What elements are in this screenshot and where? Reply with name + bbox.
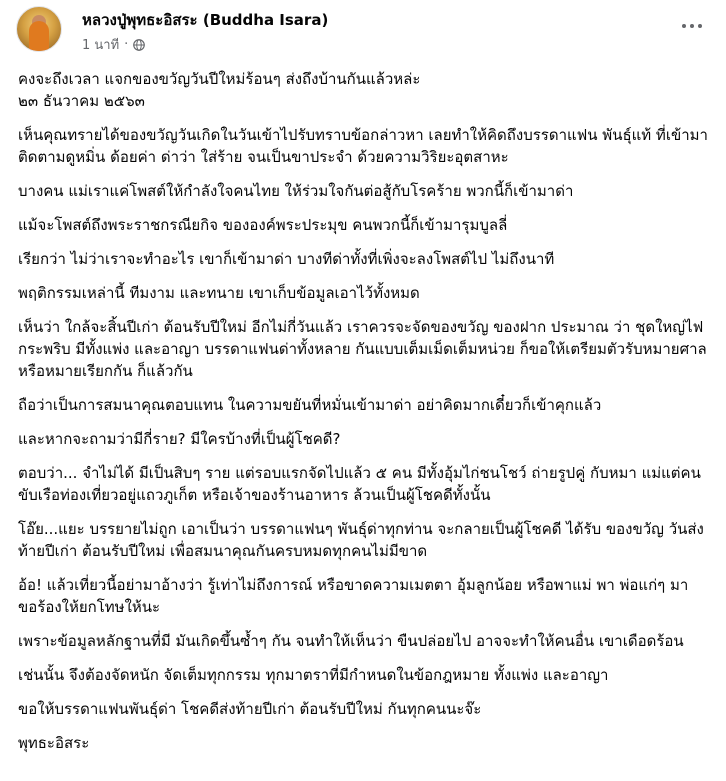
post-paragraph: แม้จะโพสต์ถึงพระราชกรณียกิจ ขององค์พระประมุข คนพวกนี้ก็เข้ามารุมบูลลี่ [18, 216, 508, 234]
post-paragraph: คงจะถึงเวลา แจกของขวัญวันปีใหม่ร้อนๆ ส่งถึงบ้านกันแล้วหล่ะ ๒๓ ธันวาคม ๒๕๖๓ [18, 70, 421, 110]
post-paragraph: เห็นว่า ใกล้จะสิ้นปีเก่า ต้อนรับปีใหม่ อีกไม่กี่วันแล้ว เราควรจะจัดของขวัญ ของฝาก ประมาณ ว่า ชุดใหญ่ไฟกระพริบ มีทั้งแพ่ง และอาญา บรรดาแฟนด่าทั้งหลาย กันแบบเต็มเม็ดเต็มหน่วย ก็ขอให้เตรียมตัวรับหมายศาล หรือหมายเรียกกัน ก็แล้วกัน [18, 318, 707, 380]
post-time[interactable]: 1 นาที [82, 38, 120, 53]
post-paragraph: บางคน แม่เราแค่โพสต์ให้กำลังใจคนไทย ให้ร่วมใจกันต่อสู้กับโรคร้าย พวกนี้ก็เข้ามาด่า [18, 182, 574, 200]
author-name[interactable]: หลวงปู่พุทธะอิสระ (Buddha Isara) [82, 11, 329, 29]
post-paragraph: ถือว่าเป็นการสมนาคุณตอบแทน ในความขยันที่หมั่นเข้ามาด่า อย่าคิดมากเดี๋ยวก็เข้าคุกแล้ว [18, 396, 602, 414]
author-avatar[interactable] [16, 6, 62, 52]
post-paragraph: และหากจะถามว่ามีกี่ราย? มีใครบ้างที่เป็นผู้โชคดี? [18, 430, 341, 448]
post-meta [82, 34, 145, 55]
post-paragraph: อ้อ! แล้วเที่ยวนี้อย่ามาอ้างว่า รู้เท่าไม่ถึงการณ์ หรือขาดความเมตตา อุ้มลูกน้อย หรือพาแม่ พา พ่อแก่ๆ มาขอร้องให้ยกโทษให้นะ [18, 576, 689, 616]
globe-icon[interactable] [133, 39, 145, 51]
more-dot [690, 24, 694, 28]
post-header [12, 6, 712, 60]
more-dot [682, 24, 686, 28]
post-paragraph: เรียกว่า ไม่ว่าเราจะทำอะไร เขาก็เข้ามาด่า บางทีด่าทั้งที่เพิ่งจะลงโพสต์ไป ไม่ถึงนาที [18, 250, 555, 268]
post-paragraph: เห็นคุณทรายได้ของขวัญวันเกิดในวันเข้าไปรับทราบข้อกล่าวหา เลยทำให้คิดถึงบรรดาแฟน พันธุ์แท้ ที่เข้ามาติดตามดูหมิ่น ด้อยค่า ด่าว่า ใส่ร้าย จนเป็นขาประจำ ด้วยความวิริยะอุตสาหะ [18, 126, 708, 166]
more-options-icon[interactable] [674, 8, 710, 44]
meta-separator: · [124, 37, 129, 52]
avatar-robe-shape [29, 21, 49, 51]
post-paragraph: เช่นนั้น จึงต้องจัดหนัก จัดเต็มทุกกรรม ทุกมาตราที่มีกำหนดในข้อกฎหมาย ทั้งแพ่ง และอาญา [18, 666, 609, 684]
post-paragraph: เพราะข้อมูลหลักฐานที่มี มันเกิดขึ้นซ้ำๆ กัน จนทำให้เห็นว่า ขืนปล่อยไป อาจจะทำให้คนอื่น เขาเดือดร้อน [18, 632, 684, 650]
post-paragraph: โอ๊ย...แยะ บรรยายไม่ถูก เอาเป็นว่า บรรดาแฟนๆ พันธุ์ด่าทุกท่าน จะกลายเป็นผู้โชคดี ได้รับ ของขวัญ วันส่งท้ายปีเก่า ต้อนรับปีใหม่ เพื่อสมนาคุณกันครบหมดทุกคนไม่มีขาด [18, 520, 704, 560]
post-paragraph: พฤติกรรมเหล่านี้ ทีมงาม และทนาย เขาเก็บข้อมูลเอาไว้ทั้งหมด [18, 284, 420, 302]
post-paragraph: ตอบว่า... จำไม่ได้ มีเป็นสิบๆ ราย แต่รอบแรกจัดไปแล้ว ๕ คน มีทั้งอุ้มไก่ชนโชว์ ถ่ายรูปคู่ กับหมา แม่แต่คนขับเรือท่องเที่ยวอยู่แถวภูเก็ต หรือเจ้าของร้านอาหาร ล้วนเป็นผู้โชคดีทั้งนั้น [18, 464, 701, 504]
post-paragraph: ขอให้บรรดาแฟนพันธุ์ด่า โชคดีส่งท้ายปีเก่า ต้อนรับปีใหม่ กันทุกคนนะจ๊ะ [18, 700, 482, 718]
post-signature: พุทธะอิสระ [18, 734, 90, 752]
post-body [18, 68, 718, 766]
more-dot [698, 24, 702, 28]
